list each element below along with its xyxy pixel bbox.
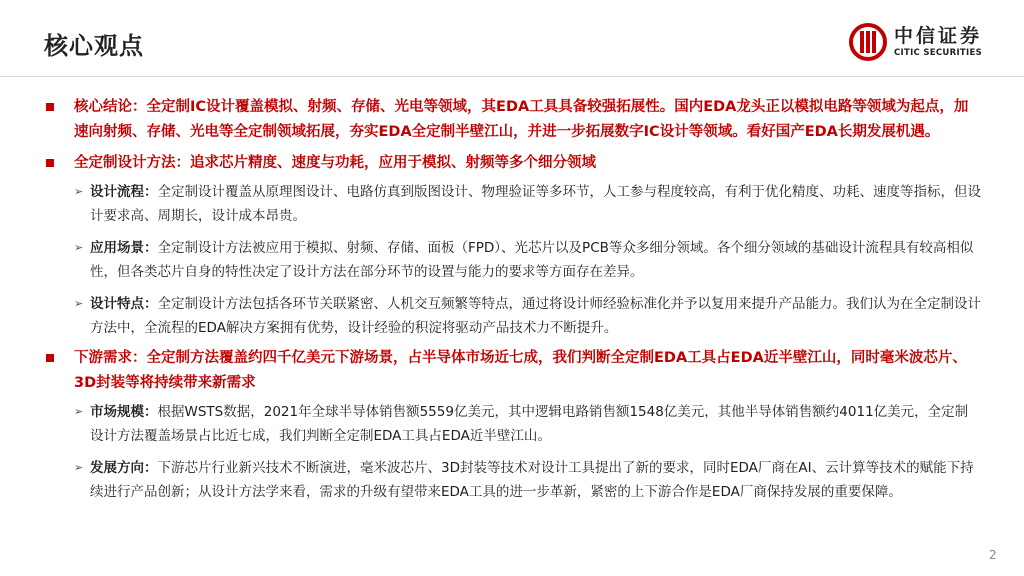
key-point-conclusion: [46, 95, 981, 145]
main-content: [46, 95, 981, 504]
chevron-right-icon: ➢: [74, 461, 84, 474]
brand-logo: [848, 18, 998, 66]
bullet-square-icon: [46, 159, 54, 167]
sub-point-text: 根据WSTS数据，2021年全球半导体销售额5559亿美元，其中逻辑电路销售额1548亿美元，其他半导体销售额约4011亿美元，全定制设计方法覆盖场景占比近七成，我们判断全定制EDA工具占EDA近半壁江山。: [90, 404, 969, 444]
sub-point-design-flow: [46, 180, 981, 228]
sub-point-development-direction: [46, 456, 981, 504]
key-point-design-method: [46, 151, 981, 176]
chevron-right-icon: ➢: [74, 297, 84, 310]
bullet-text: 核心结论：全定制IC设计覆盖模拟、射频、存储、光电等领域，其EDA工具具备较强拓展性。国内EDA龙头正以模拟电路等领域为起点，加速向射频、存储、光电等全定制领域拓展，夯实EDA全定制半壁江山，并进一步拓展数字IC设计等领域。看好国产EDA长期发展机遇。: [74, 99, 969, 140]
sub-point-text: 全定制设计方法被应用于模拟、射频、存储、面板（FPD）、光芯片以及PCB等众多细分领域。各个细分领域的基础设计流程具有较高相似性，但各类芯片自身的特性决定了设计方法在部分环节的设置与能力的要求等方面存在差异。: [90, 240, 974, 280]
sub-point-text: 全定制设计覆盖从原理图设计、电路仿真到版图设计、物理验证等多环节，人工参与程度较高，有利于优化精度、功耗、速度等指标，但设计要求高、周期长，设计成本昂贵。: [90, 184, 981, 224]
header-divider: [0, 76, 1024, 77]
sub-point-market-size: [46, 400, 981, 448]
sub-point-design-features: [46, 292, 981, 340]
page-number: 2: [989, 548, 997, 562]
sub-point-text: 下游芯片行业新兴技术不断演进，毫米波芯片、3D封装等技术对设计工具提出了新的要求，同时EDA厂商在AI、云计算等技术的赋能下持续进行产品创新；从设计方法学来看，需求的升级有望带来EDA工具的进一步革新，紧密的上下游合作是EDA厂商保持发展的重要保障。: [90, 460, 974, 500]
bullet-text: 下游需求：全定制方法覆盖约四千亿美元下游场景，占半导体市场近七成，我们判断全定制EDA工具占EDA近半壁江山，同时毫米波芯片、3D封装等将持续带来新需求: [74, 350, 967, 391]
logo-name-en: CITIC SECURITIES: [894, 48, 983, 58]
page-title: 核心观点: [44, 32, 144, 60]
bullet-text: 全定制设计方法：追求芯片精度、速度与功耗，应用于模拟、射频等多个细分领域: [74, 155, 596, 171]
chevron-right-icon: ➢: [74, 405, 84, 418]
sub-point-lead: 市场规模：: [90, 404, 158, 420]
sub-point-lead: 发展方向：: [90, 460, 158, 476]
sub-point-lead: 设计特点：: [90, 296, 158, 312]
bullet-square-icon: [46, 354, 54, 362]
sub-point-applications: [46, 236, 981, 284]
citic-logo-icon: [848, 22, 888, 62]
sub-point-lead: 应用场景：: [90, 240, 158, 256]
chevron-right-icon: ➢: [74, 241, 84, 254]
bullet-square-icon: [46, 103, 54, 111]
sub-point-text: 全定制设计方法包括各环节关联紧密、人机交互频繁等特点，通过将设计师经验标准化并予以复用来提升产品能力。我们认为在全定制设计方法中，全流程的EDA解决方案拥有优势，设计经验的积淀将驱动产品技术力不断提升。: [90, 296, 981, 336]
sub-point-lead: 设计流程：: [90, 184, 158, 200]
logo-name-cn: 中信证券: [894, 25, 983, 47]
key-point-downstream-demand: [46, 346, 981, 396]
chevron-right-icon: ➢: [74, 185, 84, 198]
